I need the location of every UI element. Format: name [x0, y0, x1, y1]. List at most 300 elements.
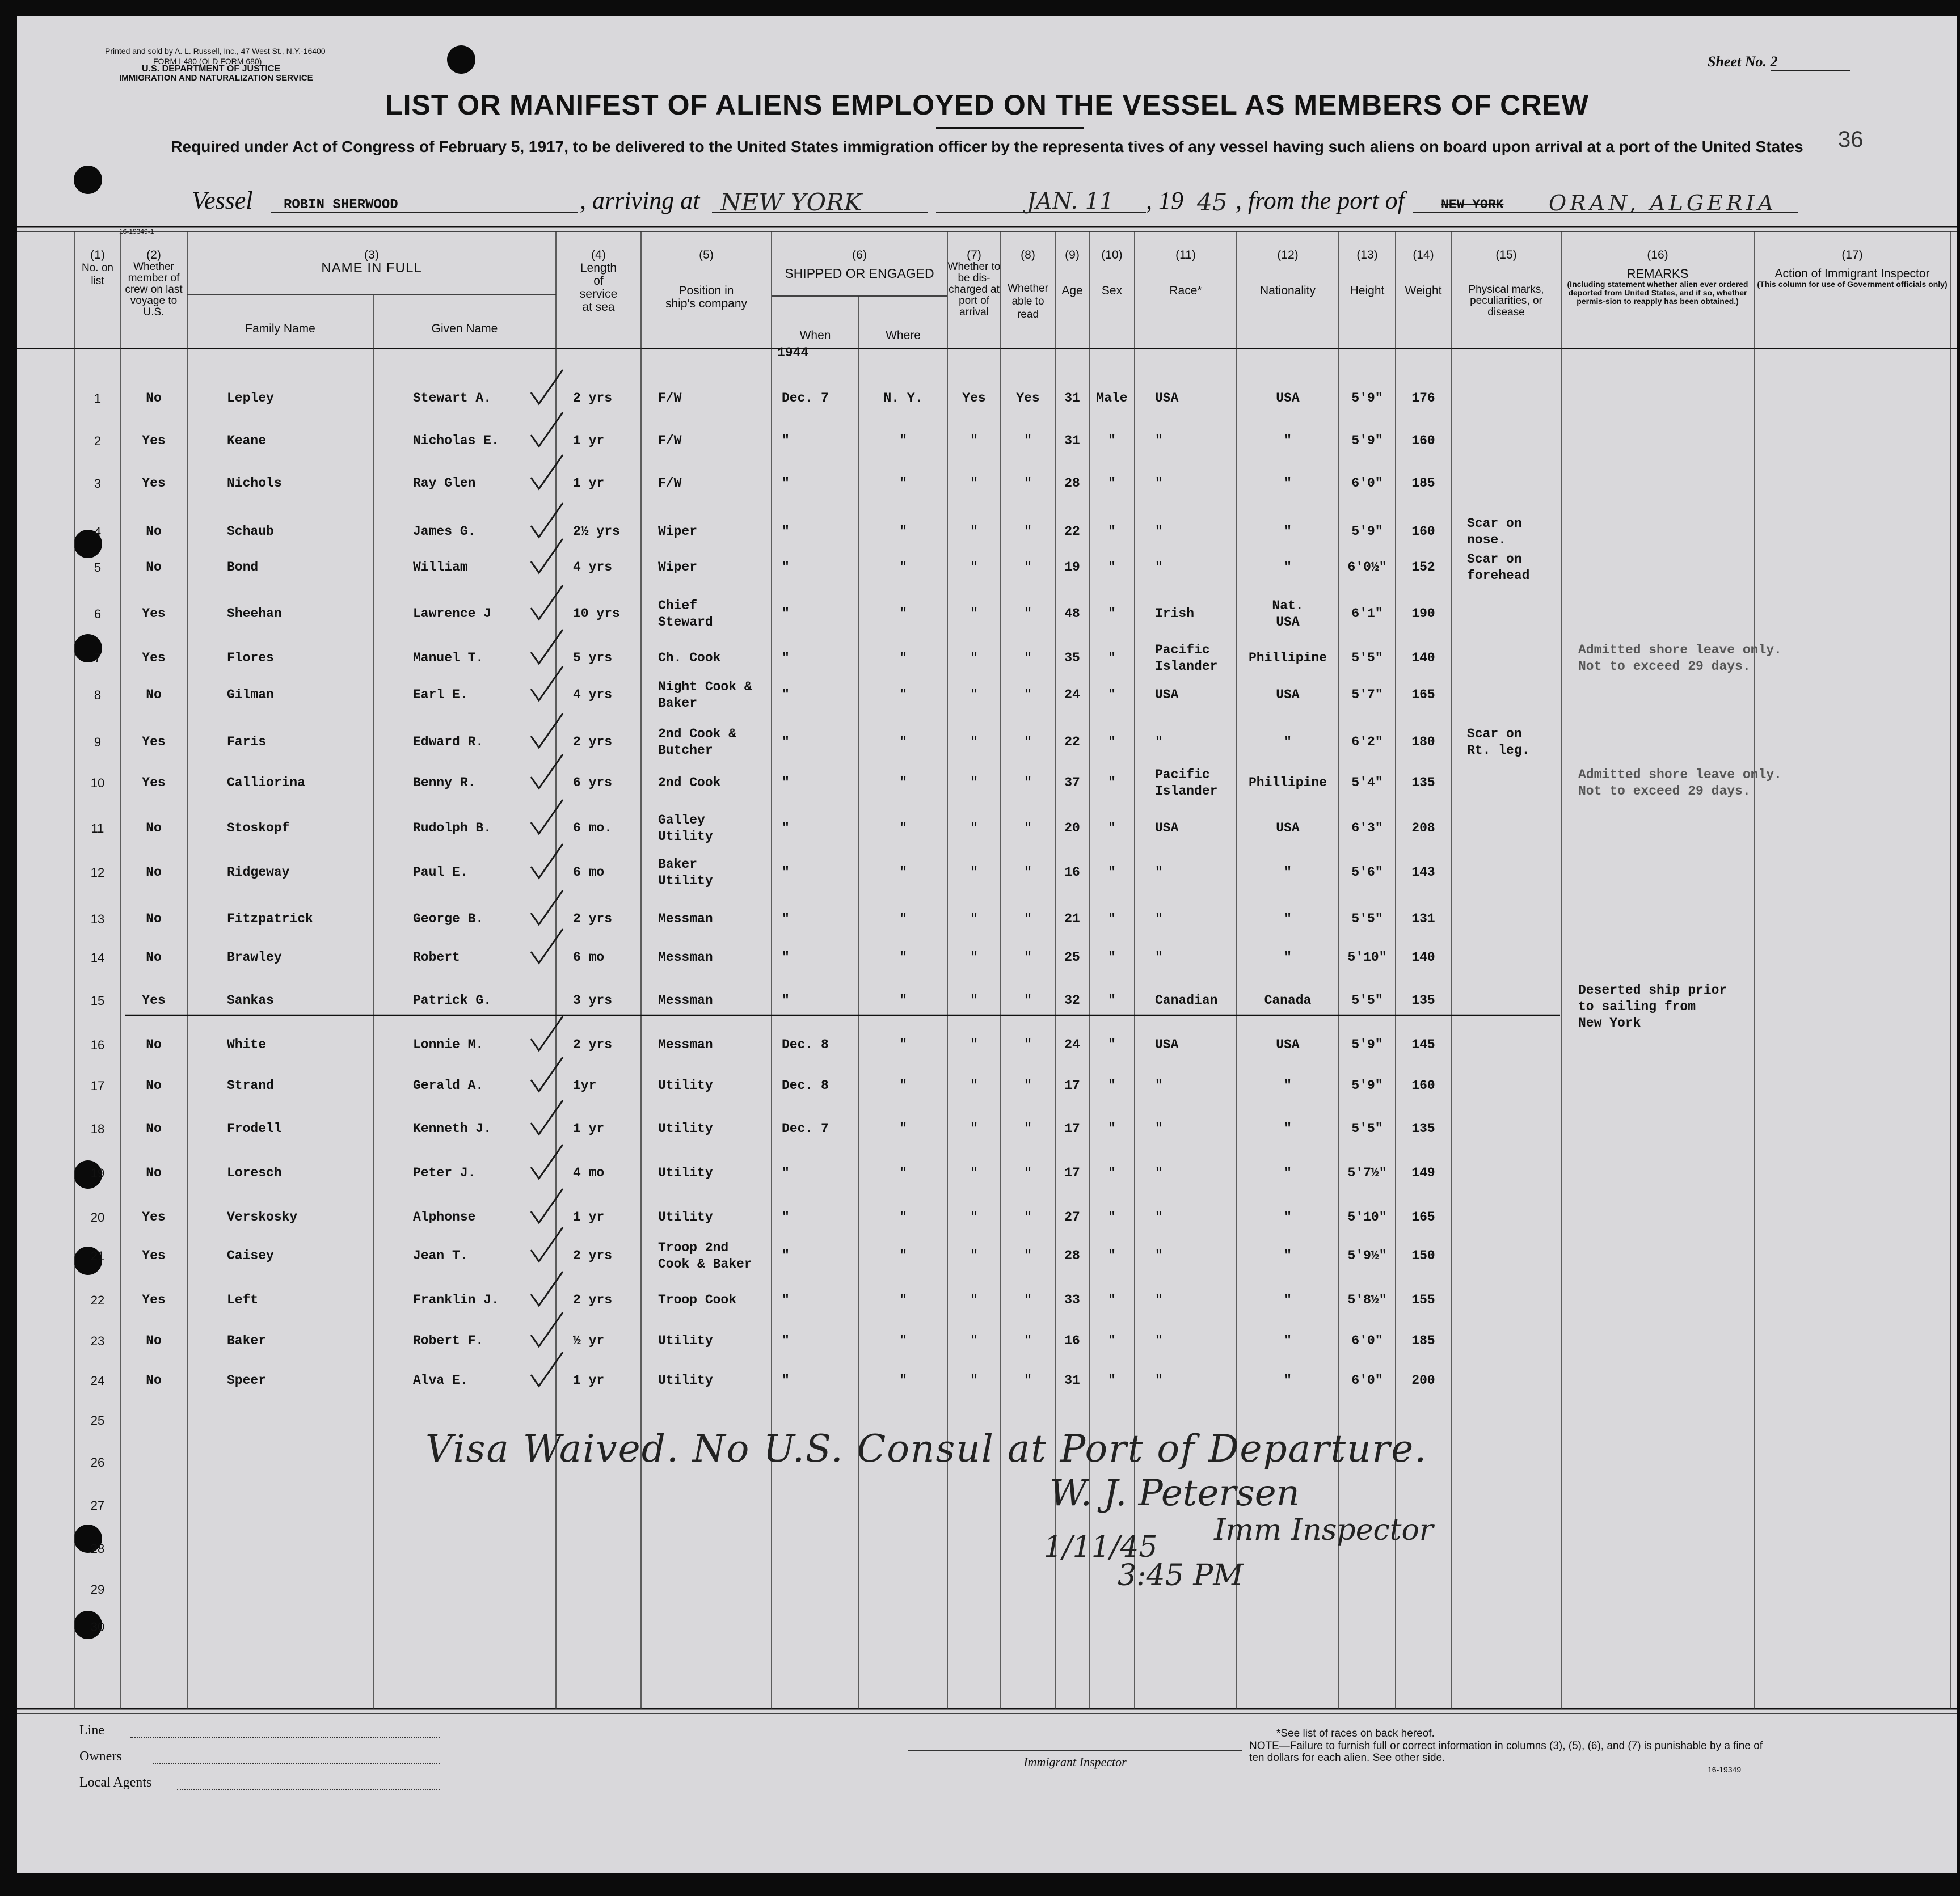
cell-family: Loresch [227, 1166, 282, 1180]
cell-no: 9 [94, 735, 102, 749]
cell-race: " [1155, 524, 1163, 539]
cell-age: 20 [1064, 821, 1080, 835]
cell-family: Verskosky [227, 1210, 298, 1224]
cell-when: " [782, 606, 790, 621]
cell-race: " [1155, 1373, 1163, 1388]
cell-disch: " [970, 775, 978, 790]
cell-service: 4 yrs [573, 687, 613, 702]
col12-header: (12) Nationality [1259, 248, 1316, 297]
cell-disch: Yes [962, 391, 986, 406]
cell-age: 17 [1064, 1121, 1080, 1136]
cell-nat: Nat. USA [1272, 598, 1304, 630]
cell-sex: " [1108, 865, 1116, 880]
check-mark-icon [528, 888, 567, 928]
cell-service: 4 mo [573, 1166, 605, 1180]
cell-nat: " [1284, 433, 1292, 448]
cell-no: 14 [90, 951, 105, 965]
cell-last: Yes [142, 734, 166, 749]
cell-weight: 135 [1411, 993, 1435, 1008]
cell-service: 2 yrs [573, 1293, 613, 1307]
cell-where: " [899, 1078, 907, 1093]
col8-header: (8) Whether able to read [1008, 248, 1048, 320]
cell-read: " [1024, 1078, 1032, 1093]
cell-position: F/W [658, 391, 682, 406]
cell-disch: " [970, 1166, 978, 1180]
cell-nat: " [1284, 1333, 1292, 1348]
check-mark-icon [528, 1014, 567, 1054]
cell-position: F/W [658, 433, 682, 448]
cell-position: 2nd Cook [658, 775, 721, 790]
cell-height: 5'5" [1351, 1121, 1383, 1136]
cell-disch: " [970, 687, 978, 702]
cell-age: 31 [1064, 391, 1080, 406]
cell-race: " [1155, 1210, 1163, 1224]
footer-line-rule [130, 1737, 440, 1738]
cell-service: 1 yr [573, 1121, 605, 1136]
cell-age: 33 [1064, 1293, 1080, 1307]
cell-race: " [1155, 911, 1163, 926]
cell-where: N. Y. [883, 391, 923, 406]
cell-family: Caisey [227, 1248, 274, 1263]
check-mark-icon [528, 842, 567, 881]
cell-disch: " [970, 651, 978, 665]
cell-weight: 155 [1411, 1293, 1435, 1307]
sheet-number-value: 2 [1771, 53, 1850, 71]
signature-date: 1/11/45 [1044, 1530, 1158, 1564]
cell-remarks: Admitted shore leave only. Not to exceed 29 days. [1578, 767, 1782, 799]
cell-no: 25 [90, 1413, 105, 1428]
cell-race: " [1155, 950, 1163, 965]
cell-read: " [1024, 560, 1032, 575]
cell-last: Yes [142, 606, 166, 621]
col7-header: (7) Whether to be dis-charged at port of arrival [947, 248, 1001, 318]
cell-given: Alva E. [413, 1373, 468, 1388]
cell-race: " [1155, 865, 1163, 880]
cell-given: Robert F. [413, 1333, 484, 1348]
cell-race: USA [1155, 821, 1179, 835]
cell-sex: " [1108, 1166, 1116, 1180]
cell-no: 8 [94, 688, 102, 702]
cell-no: 2 [94, 434, 102, 448]
cell-sex: " [1108, 993, 1116, 1008]
cell-weight: 140 [1411, 651, 1435, 665]
cell-weight: 135 [1411, 775, 1435, 790]
cell-nat: " [1284, 1248, 1292, 1263]
cell-weight: 208 [1411, 821, 1435, 835]
cell-family: Speer [227, 1373, 267, 1388]
cell-no: 10 [90, 776, 105, 790]
cell-nat: Phillipine [1248, 651, 1327, 665]
cell-given: Robert [413, 950, 460, 965]
cell-sex: " [1108, 1121, 1116, 1136]
cell-family: Fitzpatrick [227, 911, 313, 926]
cell-position: Utility [658, 1333, 713, 1348]
cell-read: " [1024, 775, 1032, 790]
vessel-label: Vessel [192, 187, 253, 214]
from-port: ORAN, ALGERIA [1549, 191, 1777, 216]
cell-no: 12 [90, 865, 105, 880]
from-port-label: , from the port of [1236, 187, 1405, 214]
cell-age: 48 [1064, 606, 1080, 621]
cell-nat: " [1284, 1373, 1292, 1388]
cell-weight: 152 [1411, 560, 1435, 575]
cell-age: 35 [1064, 651, 1080, 665]
cell-age: 16 [1064, 865, 1080, 880]
cell-weight: 143 [1411, 865, 1435, 880]
cell-given: Earl E. [413, 687, 468, 702]
cell-read: " [1024, 1293, 1032, 1307]
handwritten-visa-note: Visa Waived. No U.S. Consul at Port of Departure. [425, 1427, 1428, 1471]
cell-position: 2nd Cook & Butcher [658, 727, 737, 758]
cell-read: " [1024, 1121, 1032, 1136]
cell-disch: " [970, 993, 978, 1008]
cell-position: Baker Utility [658, 857, 713, 888]
cell-no: 13 [90, 912, 105, 926]
cell-where: " [899, 911, 907, 926]
footer-code: 16-19349 [1708, 1765, 1742, 1774]
cell-disch: " [970, 1037, 978, 1052]
cell-where: " [899, 524, 907, 539]
cell-weight: 145 [1411, 1037, 1435, 1052]
form-number: FORM I-480 (OLD FORM 680) [153, 57, 262, 66]
cell-disch: " [970, 433, 978, 448]
cell-position: Galley Utility [658, 813, 713, 844]
cell-read: " [1024, 993, 1032, 1008]
cell-where: " [899, 1293, 907, 1307]
cell-given: Rudolph B. [413, 821, 492, 835]
cell-disch: " [970, 524, 978, 539]
cell-disch: " [970, 1333, 978, 1348]
cell-last: Yes [142, 1293, 166, 1307]
arrival-date: JAN. 11 [1027, 188, 1114, 214]
cell-no: 24 [90, 1374, 105, 1388]
cell-family: Ridgeway [227, 865, 290, 880]
cell-when: " [782, 775, 790, 790]
cell-service: 2 yrs [573, 734, 613, 749]
cell-read: " [1024, 651, 1032, 665]
cell-position: F/W [658, 476, 682, 491]
cell-read: " [1024, 1333, 1032, 1348]
cell-no: 18 [90, 1122, 105, 1136]
cell-age: 19 [1064, 560, 1080, 575]
cell-no: 19 [90, 1166, 105, 1180]
cell-last: Yes [142, 651, 166, 665]
cell-when: " [782, 687, 790, 702]
cell-disch: " [970, 1248, 978, 1263]
cell-height: 5'9" [1351, 1078, 1383, 1093]
footer-line-label: Line [79, 1723, 104, 1738]
cell-last: Yes [142, 433, 166, 448]
cell-no: 27 [90, 1498, 105, 1513]
cell-when: " [782, 524, 790, 539]
cell-when: " [782, 560, 790, 575]
cell-position: Wiper [658, 524, 698, 539]
check-mark-icon [528, 501, 567, 540]
col9-header: (9) Age [1061, 248, 1083, 297]
cell-service: 3 yrs [573, 993, 613, 1008]
cell-weight: 160 [1411, 433, 1435, 448]
cell-no: 29 [90, 1582, 105, 1597]
check-mark-icon [528, 368, 567, 407]
cell-sex: " [1108, 1293, 1116, 1307]
page-subtitle: Required under Act of Congress of February 5, 1917, to be delivered to the United States immigration officer by the representa tives of any vessel having such aliens on board upon arrival at a port of the United States [171, 138, 1803, 155]
cell-given: Stewart A. [413, 391, 492, 406]
cell-service: 2 yrs [573, 911, 613, 926]
cell-age: 28 [1064, 476, 1080, 491]
cell-remarks: Admitted shore leave only. Not to exceed 29 days. [1578, 643, 1782, 674]
cell-height: 5'7½" [1347, 1166, 1387, 1180]
cell-sex: " [1108, 651, 1116, 665]
cell-nat: " [1284, 1210, 1292, 1224]
cell-nat: USA [1276, 821, 1300, 835]
cell-service: 1 yr [573, 476, 605, 491]
cell-race: " [1155, 1078, 1163, 1093]
cell-weight: 135 [1411, 1121, 1435, 1136]
cell-where: " [899, 687, 907, 702]
cell-age: 31 [1064, 1373, 1080, 1388]
cell-race: " [1155, 1166, 1163, 1180]
cell-given: Kenneth J. [413, 1121, 492, 1136]
page-title: LIST OR MANIFEST OF ALIENS EMPLOYED ON THE VESSEL AS MEMBERS OF CREW [385, 89, 1589, 121]
cell-when: Dec. 8 [782, 1078, 829, 1093]
cell-read: " [1024, 1210, 1032, 1224]
cell-race: Pacific Islander [1155, 643, 1218, 674]
cell-height: 5'5" [1351, 911, 1383, 926]
cell-family: Baker [227, 1333, 267, 1348]
col2-header: (2) Whether member of crew on last voyage to U.S. [125, 248, 183, 318]
cell-race: " [1155, 1248, 1163, 1263]
check-mark-icon [528, 1269, 567, 1309]
cell-weight: 200 [1411, 1373, 1435, 1388]
cell-family: Strand [227, 1078, 274, 1093]
cell-age: 22 [1064, 524, 1080, 539]
cell-no: 21 [90, 1249, 105, 1263]
cell-no: 5 [94, 560, 102, 575]
cell-when: " [782, 1373, 790, 1388]
cell-age: 24 [1064, 1037, 1080, 1052]
cell-nat: " [1284, 1166, 1292, 1180]
cell-last: No [146, 1333, 162, 1348]
cell-sex: " [1108, 1210, 1116, 1224]
cell-position: Ch. Cook [658, 651, 721, 665]
cell-no: 6 [94, 607, 102, 621]
cell-where: " [899, 433, 907, 448]
cell-age: 25 [1064, 950, 1080, 965]
cell-nat: " [1284, 865, 1292, 880]
cell-nat: " [1284, 476, 1292, 491]
footer-owners-label: Owners [79, 1749, 122, 1764]
cell-nat: " [1284, 911, 1292, 926]
cell-sex: " [1108, 1333, 1116, 1348]
cell-sex: " [1108, 775, 1116, 790]
cell-disch: " [970, 1078, 978, 1093]
cell-nat: " [1284, 560, 1292, 575]
cell-nat: " [1284, 950, 1292, 965]
cell-no: 23 [90, 1334, 105, 1348]
cell-race: " [1155, 1121, 1163, 1136]
cell-height: 5'7" [1351, 687, 1383, 702]
cell-last: No [146, 911, 162, 926]
cell-read: " [1024, 1373, 1032, 1388]
cell-when: " [782, 1210, 790, 1224]
col17-header: (17) Action of Immigrant Inspector (This column for use of Government officials only) [1757, 248, 1948, 289]
check-mark-icon [528, 410, 567, 450]
cell-no: 22 [90, 1293, 105, 1307]
cell-read: " [1024, 950, 1032, 965]
year-prefix: , 19 [1146, 187, 1183, 214]
cell-service: 2 yrs [573, 1248, 613, 1263]
cell-last: Yes [142, 1210, 166, 1224]
cell-position: Chief Steward [658, 598, 713, 630]
cell-where: " [899, 560, 907, 575]
cell-service: 2 yrs [573, 391, 613, 406]
cell-family: Calliorina [227, 775, 306, 790]
cell-race: " [1155, 433, 1163, 448]
cell-where: " [899, 865, 907, 880]
cell-weight: 160 [1411, 524, 1435, 539]
cell-height: 5'5" [1351, 651, 1383, 665]
cell-family: Bond [227, 560, 259, 575]
cell-sex: Male [1096, 391, 1128, 406]
cell-height: 5'6" [1351, 865, 1383, 880]
cell-no: 20 [90, 1210, 105, 1224]
cell-given: Alphonse [413, 1210, 476, 1224]
vessel-name: ROBIN SHERWOOD [284, 197, 398, 213]
cell-sex: " [1108, 524, 1116, 539]
cell-when: Dec. 7 [782, 1121, 829, 1136]
cell-where: " [899, 1037, 907, 1052]
cell-no: 7 [94, 651, 102, 665]
cell-family: Brawley [227, 950, 282, 965]
cell-family: Sankas [227, 993, 274, 1008]
cell-age: 37 [1064, 775, 1080, 790]
check-mark-icon [528, 1142, 567, 1182]
cell-disch: " [970, 606, 978, 621]
cell-age: 31 [1064, 433, 1080, 448]
check-mark-icon [528, 1350, 567, 1390]
check-mark-icon [528, 453, 567, 492]
cell-where: " [899, 1248, 907, 1263]
cell-nat: Phillipine [1248, 775, 1327, 790]
cell-given: James G. [413, 524, 476, 539]
cell-read: " [1024, 476, 1032, 491]
check-mark-icon [528, 627, 567, 667]
cell-service: 6 mo [573, 950, 605, 965]
cell-position: Messman [658, 1037, 713, 1052]
col11-header: (11) Race* [1169, 248, 1202, 297]
cell-read: " [1024, 1037, 1032, 1052]
col6-where-header: Where [886, 329, 921, 342]
col1-header: (1) No. on list [82, 248, 113, 287]
cell-given: Franklin J. [413, 1293, 499, 1307]
cell-last: No [146, 865, 162, 880]
cell-service: 1 yr [573, 433, 605, 448]
cell-marks: Scar on forehead [1467, 552, 1530, 583]
cell-service: 1yr [573, 1078, 597, 1093]
cell-when: " [782, 1166, 790, 1180]
cell-height: 5'9½" [1347, 1248, 1387, 1263]
cell-disch: " [970, 950, 978, 965]
cell-last: Yes [142, 476, 166, 491]
cell-position: Troop Cook [658, 1293, 737, 1307]
cell-race: " [1155, 734, 1163, 749]
cell-no: 11 [91, 821, 104, 835]
check-mark-icon [528, 752, 567, 792]
col3-given-header: Given Name [431, 322, 498, 335]
cell-age: 16 [1064, 1333, 1080, 1348]
cell-race: " [1155, 1333, 1163, 1348]
cell-given: Jean T. [413, 1248, 468, 1263]
inspector-title: Imm Inspector [1214, 1513, 1434, 1547]
cell-remarks: Deserted ship prior to sailing from New York [1578, 983, 1727, 1031]
cell-family: Left [227, 1293, 259, 1307]
cell-when: " [782, 1333, 790, 1348]
cell-family: Lepley [227, 391, 274, 406]
cell-given: Manuel T. [413, 651, 484, 665]
cell-height: 6'1" [1351, 606, 1383, 621]
cell-height: 5'9" [1351, 391, 1383, 406]
cell-sex: " [1108, 687, 1116, 702]
department-name: U.S. DEPARTMENT OF JUSTICE [142, 64, 281, 74]
cell-sex: " [1108, 1078, 1116, 1093]
cell-where: " [899, 821, 907, 835]
cell-given: Lawrence J [413, 606, 492, 621]
cell-sex: " [1108, 734, 1116, 749]
cell-where: " [899, 651, 907, 665]
footer-races-note: *See list of races on back hereof. [1276, 1728, 1435, 1739]
cell-position: Utility [658, 1166, 713, 1180]
cell-disch: " [970, 734, 978, 749]
cell-nat: " [1284, 524, 1292, 539]
cell-where: " [899, 1373, 907, 1388]
arriving-port: NEW YORK [720, 188, 862, 216]
cell-weight: 180 [1411, 734, 1435, 749]
cell-when: " [782, 734, 790, 749]
cell-race: Canadian [1155, 993, 1218, 1008]
cell-disch: " [970, 560, 978, 575]
cell-last: No [146, 560, 162, 575]
cell-read: Yes [1016, 391, 1040, 406]
cell-read: " [1024, 1166, 1032, 1180]
cell-weight: 150 [1411, 1248, 1435, 1263]
cell-race: USA [1155, 687, 1179, 702]
cell-when: " [782, 433, 790, 448]
cell-height: 5'9" [1351, 433, 1383, 448]
cell-no: 4 [94, 525, 102, 539]
cell-age: 17 [1064, 1078, 1080, 1093]
cell-service: 6 mo. [573, 821, 613, 835]
cell-weight: 165 [1411, 1210, 1435, 1224]
cell-given: George B. [413, 911, 484, 926]
cell-sex: " [1108, 433, 1116, 448]
cell-height: 5'10" [1347, 1210, 1387, 1224]
cell-last: No [146, 1037, 162, 1052]
col6-header: (6) SHIPPED OR ENGAGED [785, 248, 934, 281]
col3-header: (3) NAME IN FULL [321, 248, 422, 276]
cell-sex: " [1108, 560, 1116, 575]
cell-read: " [1024, 1248, 1032, 1263]
cell-no: 26 [90, 1455, 105, 1469]
cell-nat: Canada [1264, 993, 1312, 1008]
cell-given: William [413, 560, 468, 575]
cell-read: " [1024, 911, 1032, 926]
cell-position: Messman [658, 911, 713, 926]
cell-service: 6 mo [573, 865, 605, 880]
cell-last: No [146, 391, 162, 406]
cell-height: 5'4" [1351, 775, 1383, 790]
cell-where: " [899, 1333, 907, 1348]
cell-sex: " [1108, 476, 1116, 491]
